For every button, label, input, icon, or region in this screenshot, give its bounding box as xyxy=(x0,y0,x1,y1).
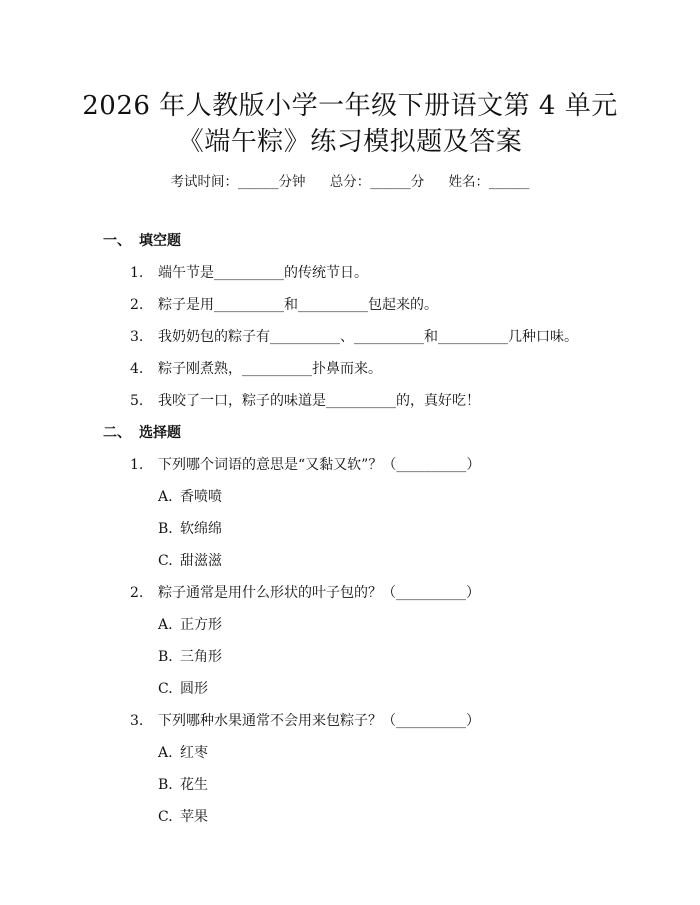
page-title-line1: 2026 年人教版小学一年级下册语文第 4 单元 xyxy=(82,91,618,121)
exam-info xyxy=(0,170,700,190)
option-text: 花生 xyxy=(180,777,208,793)
choice-option xyxy=(158,486,222,506)
choice-option xyxy=(158,742,208,762)
fill-question xyxy=(130,390,480,410)
fill-question xyxy=(130,294,438,314)
option-letter: A. xyxy=(158,745,173,761)
choice-option xyxy=(158,646,222,666)
choice-option xyxy=(158,550,222,570)
question-number: 2. xyxy=(130,297,144,313)
question-number: 1. xyxy=(130,457,144,473)
option-letter: B. xyxy=(158,777,173,793)
question-number: 3. xyxy=(130,329,144,345)
option-letter: B. xyxy=(158,649,173,665)
choice-option xyxy=(158,614,222,634)
question-number: 5. xyxy=(130,393,144,409)
option-text: 软绵绵 xyxy=(180,521,222,537)
question-text: 下列哪个词语的意思是“又黏又软”？（__________） xyxy=(158,457,481,473)
option-letter: C. xyxy=(158,681,173,697)
choice-option xyxy=(158,518,222,538)
section-number: 二、 xyxy=(103,425,131,441)
option-text: 正方形 xyxy=(180,617,222,633)
option-text: 香喷喷 xyxy=(180,489,222,505)
choice-option xyxy=(158,678,208,698)
question-text: 端午节是__________的传统节日。 xyxy=(158,265,368,281)
question-text: 粽子通常是用什么形状的叶子包的？（__________） xyxy=(158,585,480,601)
option-letter: C. xyxy=(158,553,173,569)
choice-question xyxy=(130,582,480,602)
choice-option xyxy=(158,774,208,794)
question-number: 4. xyxy=(130,361,144,377)
section-title: 选择题 xyxy=(139,425,181,441)
section-number: 一、 xyxy=(103,233,131,249)
option-letter: A. xyxy=(158,617,173,633)
page-title-line2: 《端午粽》练习模拟题及答案 xyxy=(177,127,523,157)
total-score: 总分：______分 xyxy=(329,174,425,190)
option-letter: B. xyxy=(158,521,173,537)
choice-question xyxy=(130,454,480,474)
section-title: 填空题 xyxy=(139,233,181,249)
option-letter: C. xyxy=(158,809,173,825)
question-text: 我咬了一口，粽子的味道是__________的，真好吃！ xyxy=(158,393,480,409)
option-text: 苹果 xyxy=(180,809,208,825)
fill-question xyxy=(130,358,382,378)
question-text: 粽子刚煮熟，__________扑鼻而来。 xyxy=(158,361,382,377)
option-text: 圆形 xyxy=(180,681,208,697)
question-number: 1. xyxy=(130,265,144,281)
option-text: 甜滋滋 xyxy=(180,553,222,569)
question-number: 3. xyxy=(130,713,144,729)
choice-option xyxy=(158,806,208,826)
option-text: 红枣 xyxy=(180,745,208,761)
section-heading-fill-blank xyxy=(103,230,181,250)
fill-question xyxy=(130,262,368,282)
question-text: 我奶奶包的粽子有__________、__________和__________几种口味。 xyxy=(158,329,578,345)
option-text: 三角形 xyxy=(180,649,222,665)
question-text: 粽子是用__________和__________包起来的。 xyxy=(158,297,438,313)
option-letter: A. xyxy=(158,489,173,505)
question-text: 下列哪种水果通常不会用来包粽子？（__________） xyxy=(158,713,480,729)
question-number: 2. xyxy=(130,585,144,601)
fill-question xyxy=(130,326,578,346)
exam-time: 考试时间：______分钟 xyxy=(170,174,306,190)
choice-question xyxy=(130,710,480,730)
student-name: 姓名：______ xyxy=(448,174,530,190)
section-heading-multiple-choice xyxy=(103,422,181,442)
